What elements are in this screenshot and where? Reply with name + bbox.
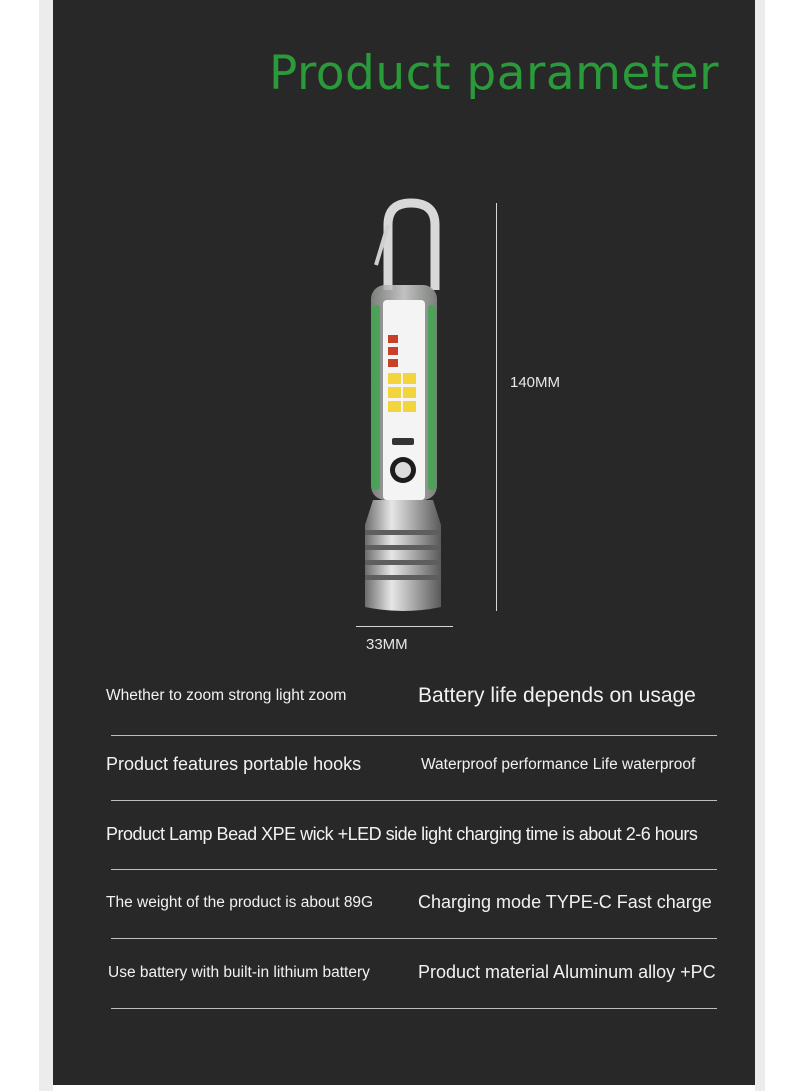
divider [111, 735, 717, 736]
product-panel [53, 0, 755, 1085]
divider [111, 800, 717, 801]
divider [111, 1008, 717, 1009]
spec-weight: The weight of the product is about 89G [106, 894, 374, 911]
spec-charging-mode: Charging mode TYPE-C Fast charge [418, 892, 712, 912]
height-dimension-label: 140MM [510, 374, 561, 391]
left-border [39, 0, 53, 1091]
flashlight-icon [343, 195, 463, 625]
spec-features: Product features portable hooks [106, 754, 362, 774]
spec-battery: Use battery with built-in lithium battery [108, 964, 370, 981]
spec-battery-life: Battery life depends on usage [418, 684, 696, 707]
page-title: Product parameter [268, 46, 720, 101]
divider [111, 869, 717, 870]
spec-lamp-bead: Product Lamp Bead XPE wick +LED side light charging time is about 2-6 hours [106, 824, 698, 844]
spec-zoom: Whether to zoom strong light zoom [106, 687, 347, 704]
spec-material: Product material Aluminum alloy +PC [418, 962, 716, 982]
height-dimension-line [496, 203, 497, 611]
right-border [755, 0, 765, 1091]
width-dimension-label: 33MM [366, 636, 408, 653]
spec-waterproof: Waterproof performance Life waterproof [421, 756, 696, 773]
width-dimension-line [356, 626, 453, 627]
divider [111, 938, 717, 939]
